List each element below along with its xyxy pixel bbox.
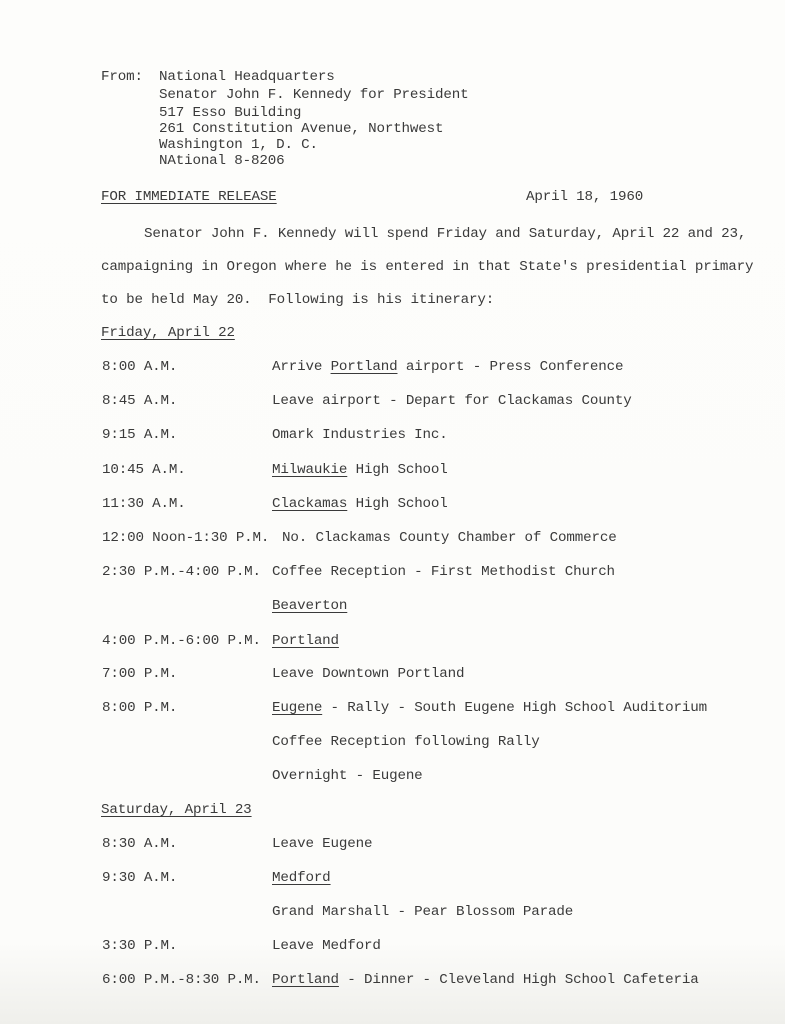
entry-event [272,666,464,682]
event-text: airport - Press Conference [397,359,624,375]
saturday-heading: Saturday, April 23 [101,802,252,818]
entry-event [272,462,448,478]
from-line-committee: Senator John F. Kennedy for President [159,87,469,103]
from-line-organization: National Headquarters [159,69,335,85]
from-line-city: Washington 1, D. C. [159,137,318,153]
entry-time: 9:15 A.M. [102,427,178,443]
event-text: No. Clackamas County Chamber of Commerce [282,530,617,546]
entry-event [272,972,699,988]
event-text: Omark Industries Inc. [272,427,448,443]
event-text: High School [347,462,448,478]
entry-event [272,633,339,649]
entry-event [272,768,423,784]
intro-line-2: campaigning in Oregon where he is entered in that State's presidential primary [101,259,754,275]
entry-event [272,870,331,886]
entry-time: 9:30 A.M. [102,870,178,886]
entry-time: 2:30 P.M.-4:00 P.M. [102,564,261,580]
entry-time: 3:30 P.M. [102,938,178,954]
release-label: FOR IMMEDIATE RELEASE [101,189,277,205]
event-place: Medford [272,870,331,886]
entry-time: 6:00 P.M.-8:30 P.M. [102,972,261,988]
entry-event [272,836,372,852]
entry-event [272,938,381,954]
entry-event [282,530,617,546]
event-place: Beaverton [272,598,348,614]
entry-time: 11:30 A.M. [102,496,186,512]
intro-line-1: Senator John F. Kennedy will spend Friday and Saturday, April 22 and 23, [144,226,747,242]
event-text: Leave Downtown Portland [272,666,465,682]
entry-time: 10:45 A.M. [102,462,186,478]
entry-time: 8:45 A.M. [102,393,178,409]
event-text: High School [347,496,448,512]
from-line-phone: NAtional 8-8206 [159,153,285,169]
entry-event [272,427,448,443]
entry-event [272,700,707,716]
release-date: April 18, 1960 [526,189,644,205]
event-text: Leave Medford [272,938,381,954]
event-place: Portland [272,633,339,649]
from-label: From: [101,69,143,85]
from-line-building: 517 Esso Building [159,105,302,121]
event-text: Arrive [272,359,331,375]
entry-time: 8:00 A.M. [102,359,178,375]
event-place: Portland [330,359,398,375]
event-text: Leave Eugene [272,836,373,852]
entry-time: 8:00 P.M. [102,700,178,716]
entry-event [272,564,615,580]
event-text: Overnight - Eugene [272,768,423,784]
entry-event [272,496,448,512]
entry-event [272,734,540,750]
entry-time: 8:30 A.M. [102,836,178,852]
entry-time: 7:00 P.M. [102,666,178,682]
event-text: - Rally - South Eugene High School Auditorium [322,700,707,716]
entry-time: 12:00 Noon-1:30 P.M. [102,530,270,546]
intro-line-3: to be held May 20. Following is his itinerary: [101,292,495,308]
entry-time: 4:00 P.M.-6:00 P.M. [102,633,261,649]
event-place: Eugene [272,700,323,716]
from-line-street: 261 Constitution Avenue, Northwest [159,121,444,137]
event-text: Leave airport - Depart for Clackamas County [272,393,632,409]
event-place: Milwaukie [272,462,348,478]
event-text: - Dinner - Cleveland High School Cafeteria [338,972,699,988]
event-text: Coffee Reception - First Methodist Church [272,564,615,580]
entry-event [272,393,632,409]
entry-event [272,598,347,614]
friday-heading: Friday, April 22 [101,325,235,341]
event-text: Coffee Reception following Rally [272,734,540,750]
event-place: Clackamas [272,496,348,512]
event-text: Grand Marshall - Pear Blossom Parade [272,904,574,920]
entry-event [272,904,573,920]
event-place: Portland [272,972,339,988]
entry-event [272,359,623,375]
